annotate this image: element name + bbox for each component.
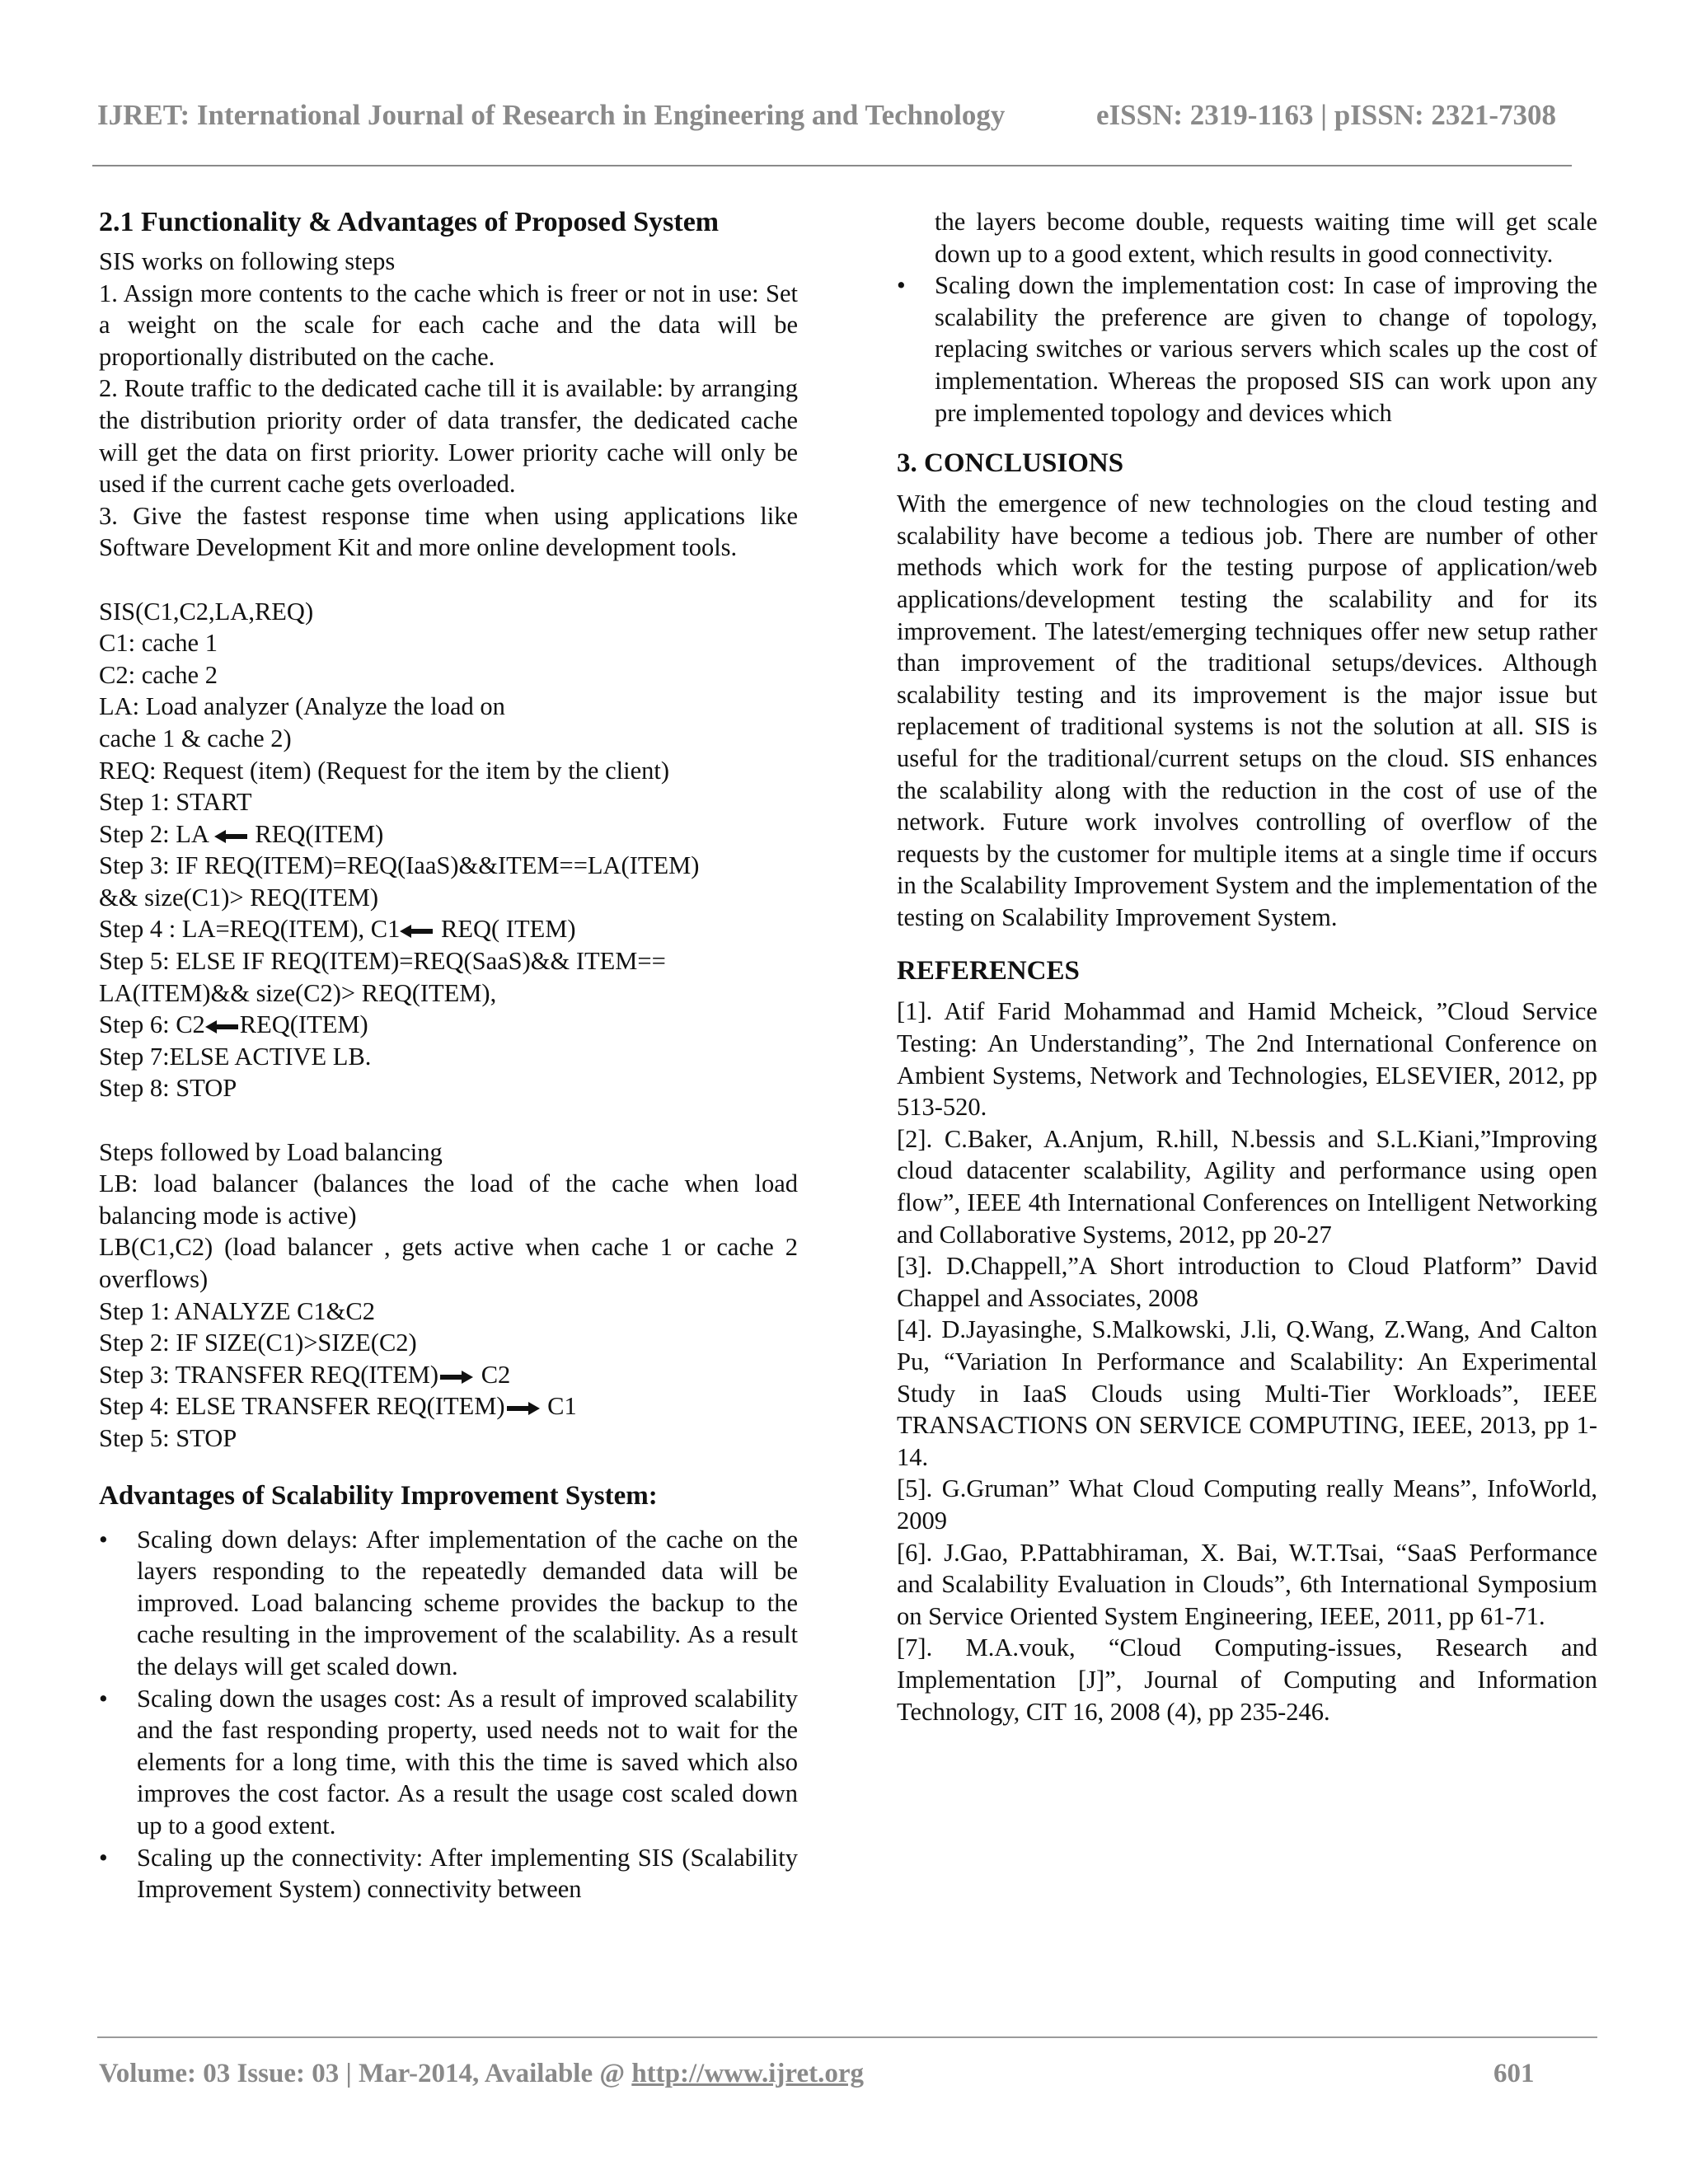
left-arrow-icon	[214, 829, 249, 844]
algo-text: Step 4 : LA=REQ(ITEM), C1	[99, 915, 401, 944]
algo-line: LA: Load analyzer (Analyze the load on	[99, 692, 505, 721]
algo-line: REQ: Request (item) (Request for the item by the client)	[99, 756, 669, 785]
bullet-continuation: the layers become double, requests waiting time will get scale down up to a good extent, which results in good connectivity.	[935, 208, 1597, 268]
lb-line: LB(C1,C2) (load balancer , gets active when cache 1 or cache 2 overflows)	[99, 1233, 798, 1293]
algo-text: REQ(ITEM)	[239, 1010, 368, 1039]
reference-item: [1]. Atif Farid Mohammad and Hamid Mcheick, ”Cloud Service Testing: An Understanding”, The 2nd International Conference on Ambient Systems, Network and Technologies, ELSEVIER, 2012, pp 513-520.	[897, 997, 1597, 1122]
lb-text: Step 4: ELSE TRANSFER REQ(ITEM)	[99, 1392, 505, 1421]
right-arrow-icon	[438, 1370, 475, 1385]
algo-line: Step 1: START	[99, 788, 252, 817]
lb-text: Step 3: TRANSFER REQ(ITEM)	[99, 1360, 439, 1389]
algo-text: Step 6: C2	[99, 1010, 205, 1039]
advantage-item: • Scaling down delays: After implementation of the cache on the layers responding to the repeatedly demanded data will be improved. Load balancing scheme provides the backup to the cache resulting in the improvement of the scalability. As a result the delays will get scaled down.	[99, 1524, 798, 1683]
advantages-list	[99, 1524, 798, 1905]
algo-line: C2: cache 2	[99, 660, 218, 689]
algo-line: Step 7:ELSE ACTIVE LB.	[99, 1042, 372, 1071]
lb-line: Steps followed by Load balancing	[99, 1137, 443, 1166]
reference-item: [4]. D.Jayasinghe, S.Malkowski, J.li, Q.Wang, Z.Wang, And Calton Pu, “Variation In Performance and Scalability: An Experimental Study in IaaS Clouds using Multi-Tier Workloads”, IEEE TRANSACTIONS ON SERVICE COMPUTING, IEEE, 2013, pp 1-14.	[897, 1315, 1597, 1471]
algo-line: Step 3: IF REQ(ITEM)=REQ(IaaS)&&ITEM==LA(ITEM)	[99, 851, 700, 880]
lb-line	[99, 1390, 798, 1422]
lb-line: Step 1: ANALYZE C1&C2	[99, 1296, 375, 1325]
algo-text: Step 2: LA	[99, 819, 209, 848]
reference-item: [3]. D.Chappell,”A Short introduction to Cloud Platform” David Chappel and Associates, 2008	[897, 1252, 1597, 1312]
header-rule	[92, 165, 1572, 166]
footer-volume	[99, 2059, 864, 2089]
algo-line	[99, 913, 798, 945]
left-arrow-icon	[205, 1019, 240, 1034]
algo-text: REQ(ITEM)	[255, 819, 384, 848]
step-item: 2. Route traffic to the dedicated cache till it is available: by arranging the distribution priority order of data transfer, the dedicated cache will get the data on first priority. Lower priority cache will only be used if the current cache gets overloaded.	[99, 374, 798, 499]
reference-item: [2]. C.Baker, A.Anjum, R.hill, N.bessis and S.L.Kiani,”Improving cloud datacenter scalability, Agility and performance using open flow”, IEEE 4th International Conferences on Intelligent Networking and Collaborative Systems, 2012, pp 20-27	[897, 1124, 1597, 1249]
advantage-item: • Scaling down the usages cost: As a result of improved scalability and the fast responding property, used needs not to wait for the elements for a long time, with this the time is saved which also improves the cost factor. As a result the usage cost scaled down up to a good extent.	[99, 1683, 798, 1842]
algo-line: && size(C1)> REQ(ITEM)	[99, 883, 379, 912]
algo-line: cache 1 & cache 2)	[99, 724, 292, 752]
algo-text: REQ( ITEM)	[441, 915, 576, 944]
advantages-title: Advantages of Scalability Improvement System:	[99, 1480, 658, 1511]
reference-item: [5]. G.Gruman” What Cloud Computing really Means”, InfoWorld, 2009	[897, 1474, 1597, 1535]
algo-line: LA(ITEM)&& size(C2)> REQ(ITEM),	[99, 978, 497, 1007]
algo-line	[99, 1009, 798, 1041]
references-title: REFERENCES	[897, 956, 1080, 987]
lb-text: C1	[547, 1392, 577, 1421]
advantage-item: • Scaling down the implementation cost: In case of improving the scalability the preference are given to change of topology, replacing switches or various servers which scales up the cost of implementation. Whereas the proposed SIS can work upon any pre implemented topology and devices which	[897, 269, 1597, 429]
journal-title: IJRET: International Journal of Research in Engineering and Technology	[97, 99, 1006, 131]
lb-line	[99, 1359, 798, 1391]
left-arrow-icon	[400, 924, 434, 939]
algo-line: C1: cache 1	[99, 629, 218, 658]
right-column	[897, 206, 1597, 1727]
conclusions-title: 3. CONCLUSIONS	[897, 448, 1124, 479]
right-arrow-icon	[505, 1401, 542, 1416]
page-number: 601	[1493, 2059, 1535, 2088]
step-item: 3. Give the fastest response time when using applications like Software Development Kit and more online development tools.	[99, 501, 798, 562]
step-item: 1. Assign more contents to the cache which is freer or not in use: Set a weight on the scale for each cache and the data will be proportionally distributed on the cache.	[99, 279, 798, 371]
lb-line: Step 5: STOP	[99, 1423, 237, 1452]
advantages-list-cont	[897, 269, 1597, 429]
reference-item: [7]. M.A.vouk, “Cloud Computing-issues, Research and Implementation [J]”, Journal of Computing and Information Technology, CIT 16, 2008 (4), pp 235-246.	[897, 1633, 1597, 1726]
reference-item: [6]. J.Gao, P.Pattabhiraman, X. Bai, W.T.Tsai, “SaaS Performance and Scalability Evaluation in Clouds”, 6th International Symposium on Service Oriented System Engineering, IEEE, 2011, pp 61-71.	[897, 1538, 1597, 1630]
footer-volume-text: Volume: 03 Issue: 03 | Mar-2014, Available @	[99, 2059, 632, 2088]
lb-line: Step 2: IF SIZE(C1)>SIZE(C2)	[99, 1329, 417, 1357]
algo-line: Step 8: STOP	[99, 1074, 237, 1103]
left-column	[99, 206, 798, 1905]
lb-line: LB: load balancer (balances the load of the cache when load balancing mode is active)	[99, 1169, 798, 1230]
journal-link[interactable]: http://www.ijret.org	[631, 2059, 864, 2088]
lb-text: C2	[481, 1360, 511, 1389]
algo-line	[99, 818, 798, 851]
algo-line: Step 5: ELSE IF REQ(ITEM)=REQ(SaaS)&& ITEM==	[99, 947, 666, 976]
issn: eISSN: 2319-1163 | pISSN: 2321-7308	[1096, 99, 1557, 131]
section-title: 2.1 Functionality & Advantages of Proposed System	[99, 207, 720, 237]
advantage-item: • Scaling up the connectivity: After implementing SIS (Scalability Improvement System) connectivity between	[99, 1842, 798, 1905]
steps-intro: SIS works on following steps	[99, 247, 396, 275]
footer-rule	[97, 2036, 1597, 2038]
conclusions-text: With the emergence of new technologies on the cloud testing and scalability have become a tedious job. There are number of other methods which work for the testing purpose of application/web applications/development testing the scalability and for its improvement. The latest/emerging techniques offer new setup rather than improvement of the traditional setups/devices. Although scalability testing and its improvement is the major issue but replacement of traditional systems is not the solution at all. SIS is useful for the traditional/current setups on the cloud. SIS enhances the scalability along with the reduction in the cost of use of the network. Future work involves controlling of overflow of the requests by the customer for multiple items at a single time if occurs in the Scalability Improvement System and the implementation of the testing on Scalability Improvement System.	[897, 490, 1597, 931]
algo-line: SIS(C1,C2,LA,REQ)	[99, 597, 314, 626]
